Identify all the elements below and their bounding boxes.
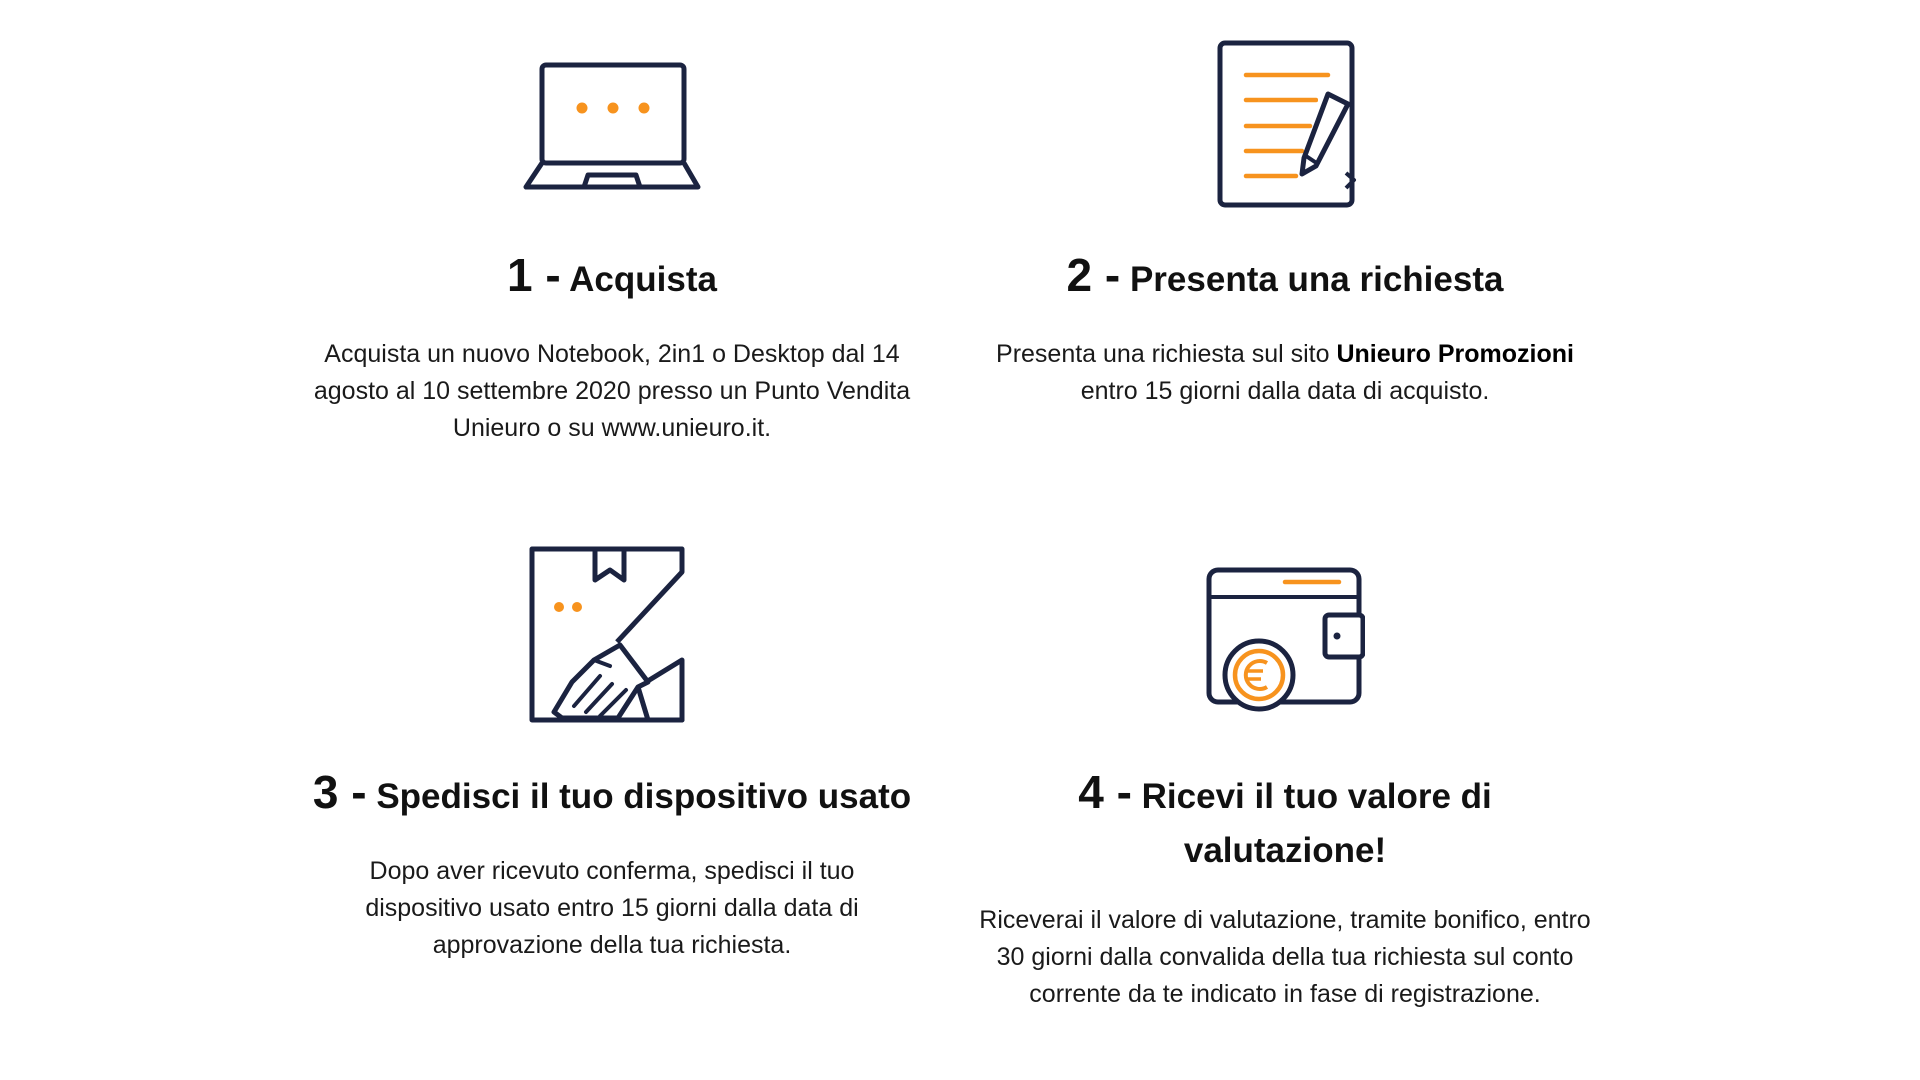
step-1-title-text: Acquista — [569, 260, 717, 299]
step-3 — [292, 0, 932, 1000]
step-3-title-text: Spedisci il tuo dispositivo usato — [376, 777, 912, 816]
step-3-title — [292, 765, 932, 824]
step-3-description: Dopo aver ricevuto conferma, spedisci il tuo dispositivo usato entro 15 giorni dalla data di approvazione della tua richiesta. — [365, 857, 859, 959]
step-1-description: Acquista un nuovo Notebook, 2in1 o Desktop dal 14 agosto al 10 settembre 2020 presso un Punto Vendita Unieuro o su www.unieuro.it. — [313, 340, 911, 442]
step-4-description: Riceverai il valore di valutazione, tramite bonifico, entro 30 giorni dalla convalida della tua richiesta sul conto corrente da te indicato in fase di registrazione. — [979, 906, 1591, 1008]
step-2-description-post: entro 15 giorni dalla data di acquisto. — [1080, 377, 1490, 405]
box-hand-icon — [522, 542, 702, 727]
step-4-number: 4 - — [1078, 766, 1132, 818]
step-1-number: 1 - — [507, 249, 561, 301]
step-2-number: 2 - — [1066, 249, 1121, 301]
unieuro-promozioni-text: Unieuro Promozioni — [1336, 340, 1574, 368]
wallet-euro-icon — [1205, 565, 1365, 715]
step-4-title-text: Ricevi il tuo valore di valutazione! — [1141, 777, 1492, 870]
step-4 — [965, 0, 1605, 1080]
step-2-description-pre: Presenta una richiesta sul sito — [996, 340, 1337, 368]
step-2-title-text: Presenta una richiesta — [1129, 260, 1504, 299]
step-3-number: 3 - — [312, 766, 367, 818]
step-4-title — [1055, 765, 1515, 878]
